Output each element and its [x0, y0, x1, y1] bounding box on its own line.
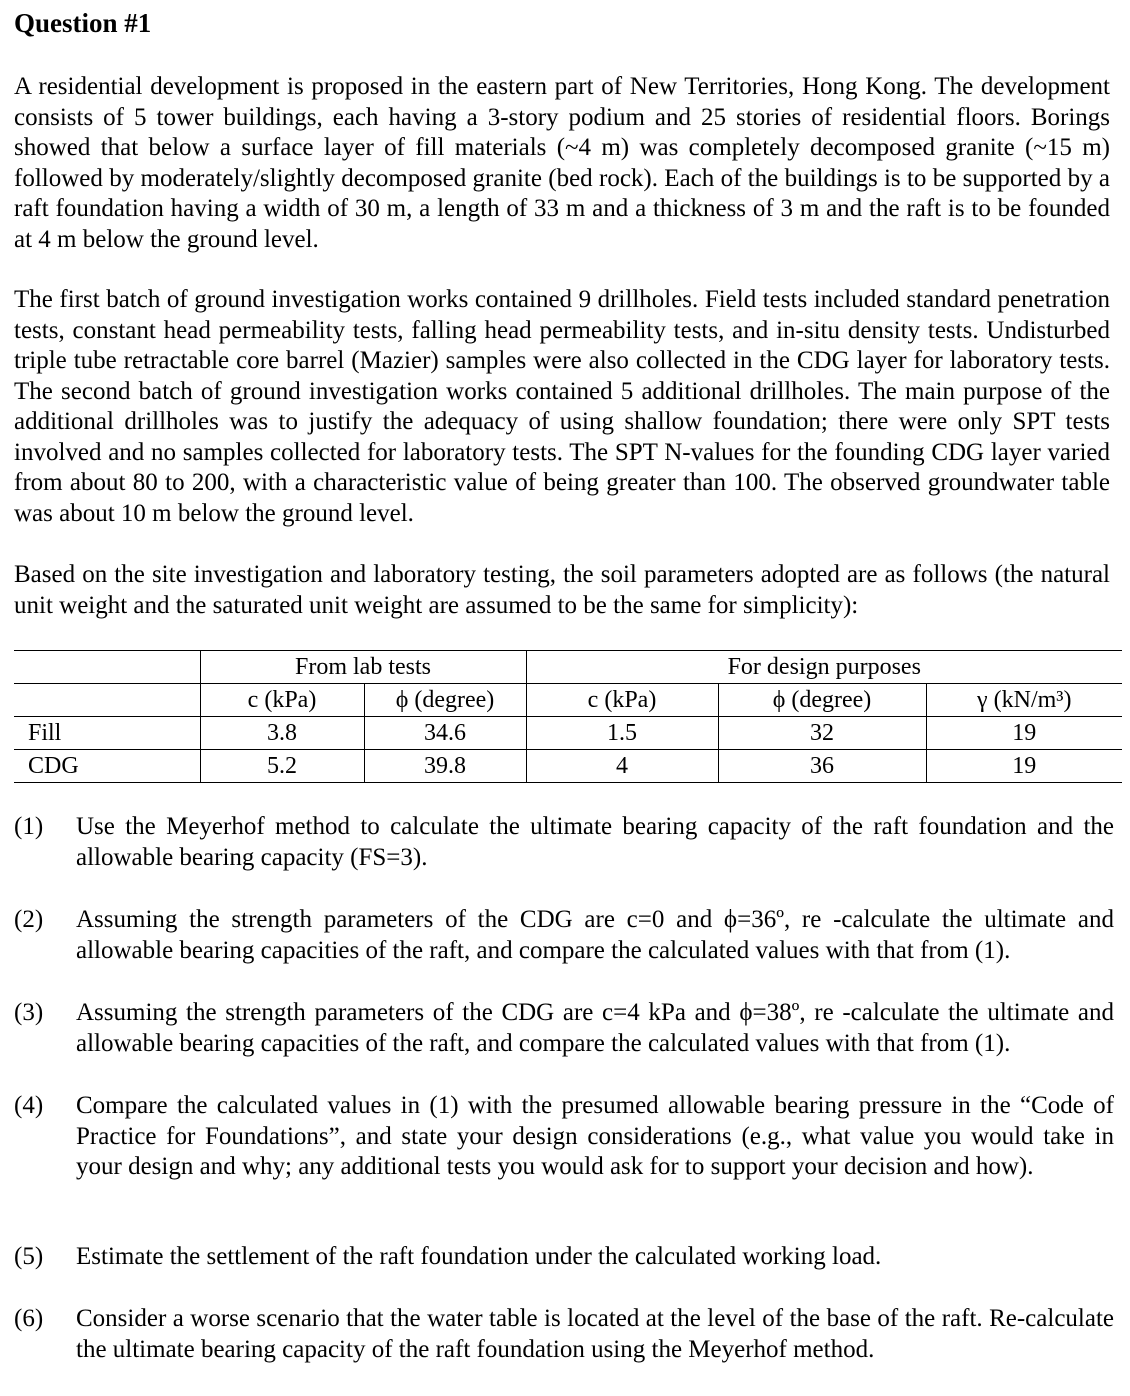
list-item: [14, 905, 1114, 966]
list-item: [14, 1242, 1114, 1273]
design-cohesion-header: c (kPa): [526, 684, 718, 717]
table-corner-cell: [14, 651, 200, 684]
soil-parameters-table: [14, 650, 1122, 783]
list-item: [14, 812, 1114, 873]
design-purposes-group-header: For design purposes: [526, 651, 1122, 684]
question-text: Estimate the settlement of the raft foundation under the calculated working load.: [76, 1243, 882, 1270]
question-title: Question #1: [14, 8, 152, 38]
soil-name-cell: CDG: [14, 750, 200, 783]
lab-cohesion-header: c (kPa): [200, 684, 364, 717]
table-cell: 32: [718, 717, 926, 750]
table-row: [14, 750, 1122, 783]
table-cell: 19: [926, 750, 1122, 783]
unit-weight-header: γ (kN/m³): [926, 684, 1122, 717]
list-item: [14, 1304, 1114, 1365]
question-number: (4): [14, 1092, 44, 1119]
table-cell: 1.5: [526, 717, 718, 750]
question-text: Consider a worse scenario that the water table is located at the level of the base of the raft. Re-calculate the ultimate bearing capacity of the raft foundation using the Meyerhof method.: [76, 1305, 1114, 1363]
intro-paragraph: A residential development is proposed in the eastern part of New Territories, Hong Kong. The development consists of 5 tower buildings, each having a 3-story podium and 25 stories of residential floors. Borings showed that below a surface layer of fill materials (~4 m) was completely decomposed granite (~15 m) followed by moderately/slightly decomposed granite (bed rock). Each of the buildings is to be supported by a raft foundation having a width of 30 m, a length of 33 m and a thickness of 3 m and the raft is to be founded at 4 m below the ground level.: [14, 73, 1110, 253]
table-group-header-row: [14, 651, 1122, 684]
list-item: [14, 998, 1114, 1059]
question-number: (6): [14, 1305, 44, 1332]
list-item: [14, 1091, 1114, 1183]
table-row: [14, 717, 1122, 750]
table-soil-header-cell: [14, 684, 200, 717]
table-column-header-row: [14, 684, 1122, 717]
table-cell: 5.2: [200, 750, 364, 783]
table-cell: 36: [718, 750, 926, 783]
table-cell: 19: [926, 717, 1122, 750]
lab-tests-group-header: From lab tests: [200, 651, 526, 684]
table-cell: 34.6: [364, 717, 526, 750]
question-text: Assuming the strength parameters of the CDG are c=0 and ϕ=36º, re -calculate the ultimate and allowable bearing capacities of the raft, and compare the calculated values with that from (1).: [76, 906, 1114, 964]
question-text: Assuming the strength parameters of the CDG are c=4 kPa and ϕ=38º, re -calculate the ultimate and allowable bearing capacities of the raft, and compare the calculated values with that from (1).: [76, 999, 1114, 1057]
parameters-paragraph: Based on the site investigation and laboratory testing, the soil parameters adopted are as follows (the natural unit weight and the saturated unit weight are assumed to be the same for simplicity):: [14, 561, 1110, 619]
table-cell: 4: [526, 750, 718, 783]
table-cell: 39.8: [364, 750, 526, 783]
design-friction-angle-header: ϕ (degree): [718, 684, 926, 717]
table-cell: 3.8: [200, 717, 364, 750]
question-number: (1): [14, 813, 44, 840]
question-text: Use the Meyerhof method to calculate the ultimate bearing capacity of the raft foundation and the allowable bearing capacity (FS=3).: [76, 813, 1114, 871]
question-number: (5): [14, 1243, 44, 1270]
investigation-paragraph: The first batch of ground investigation works contained 9 drillholes. Field tests included standard penetration tests, constant head permeability tests, falling head permeability tests, and in-situ density tests. Undisturbed triple tube retractable core barrel (Mazier) samples were also collected in the CDG layer for laboratory tests. The second batch of ground investigation works contained 5 additional drillholes. The main purpose of the additional drillholes was to justify the adequacy of using shallow foundation; there were only SPT tests involved and no samples collected for laboratory tests. The SPT N-values for the founding CDG layer varied from about 80 to 200, with a characteristic value of being greater than 100. The observed groundwater table was about 10 m below the ground level.: [14, 286, 1110, 527]
question-number: (3): [14, 999, 44, 1026]
question-text: Compare the calculated values in (1) with the presumed allowable bearing pressure in the “Code of Practice for Foundations”, and state your design considerations (e.g., what value you would take in your design and why; any additional tests you would ask for to support your decision and how).: [76, 1092, 1114, 1180]
question-number: (2): [14, 906, 44, 933]
soil-name-cell: Fill: [14, 717, 200, 750]
lab-friction-angle-header: ϕ (degree): [364, 684, 526, 717]
